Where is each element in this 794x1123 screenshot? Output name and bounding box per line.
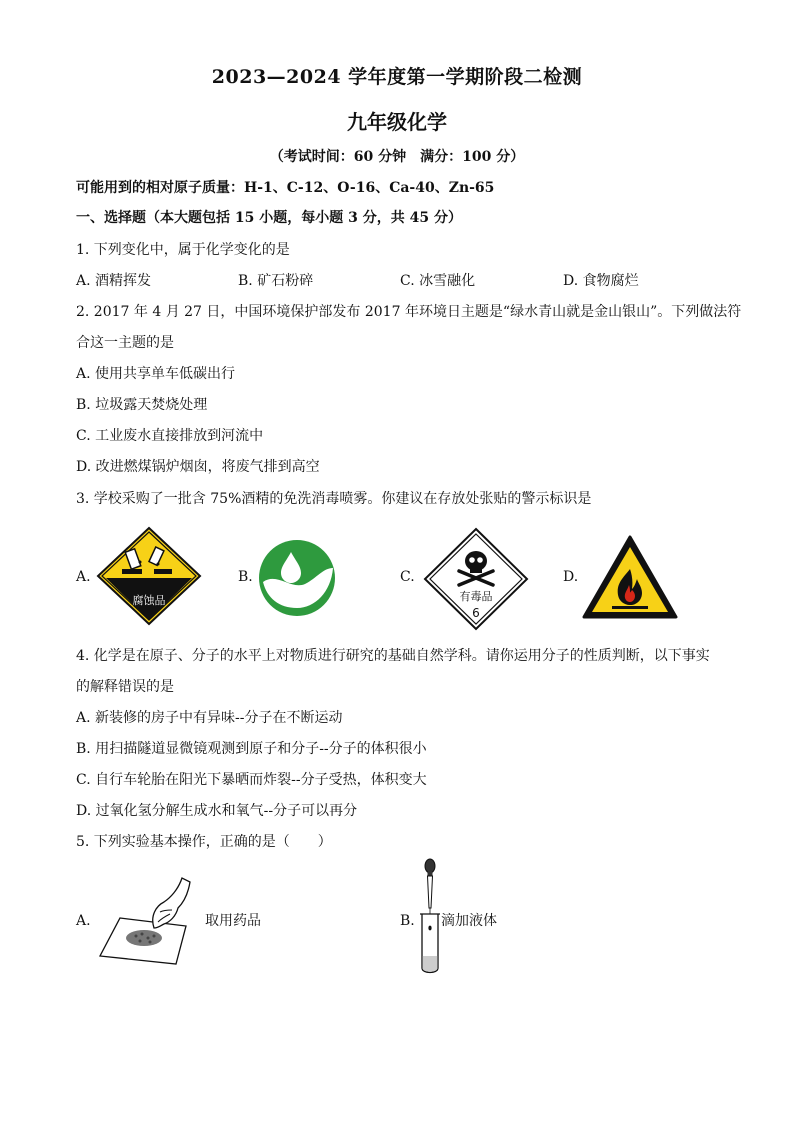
toxic-sign-icon: [423, 527, 529, 631]
q1-option-b: B. 矿石粉碎: [238, 273, 314, 289]
section-title: 一、选择题（本大题包括 15 小题，每小题 3 分，共 45 分）: [76, 210, 462, 226]
q4-stem-line1: 4. 化学是在原子、分子的水平上对物质进行研究的基础自然学科。请你运用分子的性质判断，以下事实: [76, 648, 710, 664]
q5-stem: 5. 下列实验基本操作，正确的是（ ）: [76, 834, 332, 850]
q1-option-a: A. 酒精挥发: [76, 273, 152, 289]
q4-option-d: D. 过氧化氢分解生成水和氧气--分子可以再分: [76, 803, 358, 819]
q2-option-a: A. 使用共享单车低碳出行: [76, 366, 236, 382]
corrosive-sign-icon: [96, 526, 202, 626]
hand-taking-powder-illustration: [98, 872, 198, 968]
toxic-sign-number: 6: [472, 606, 480, 620]
q3-option-a-label: A.: [76, 569, 91, 585]
q3-option-c-label: C.: [400, 569, 415, 585]
corrosive-sign-text: 腐蚀品: [132, 594, 166, 607]
q3-option-b-label: B.: [238, 569, 253, 585]
exam-info: （考试时间：60 分钟 满分：100 分）: [269, 149, 525, 165]
flammable-sign-icon: [582, 535, 678, 621]
q5-option-b-label: B.: [400, 913, 415, 929]
q2-option-b: B. 垃圾露天焚烧处理: [76, 397, 208, 413]
q1-stem: 1. 下列变化中，属于化学变化的是: [76, 242, 290, 258]
dropper-and-test-tube-illustration: [418, 858, 442, 978]
q4-option-b: B. 用扫描隧道显微镜观测到原子和分子--分子的体积很小: [76, 741, 427, 757]
exam-title: 2023—2024 学年度第一学期阶段二检测: [211, 66, 583, 88]
atomic-masses: 可能用到的相对原子质量：H-1、C-12、O-16、Ca-40、Zn-65: [76, 180, 495, 196]
q3-option-d-label: D.: [563, 569, 579, 585]
q2-option-d: D. 改进燃煤锅炉烟囱，将废气排到高空: [76, 459, 320, 475]
q4-option-a: A. 新装修的房子中有异味--分子在不断运动: [76, 710, 343, 726]
q5-option-a-label: A.: [76, 913, 91, 929]
q5-caption-b: 滴加液体: [441, 913, 497, 929]
q1-option-d: D. 食物腐烂: [563, 273, 639, 289]
q2-stem-line1: 2. 2017 年 4 月 27 日，中国环境保护部发布 2017 年环境日主题是“绿水青山就是金山银山”。下列做法符: [76, 304, 742, 320]
toxic-sign-text: 有毒品: [459, 590, 493, 603]
q2-option-c: C. 工业废水直接排放到河流中: [76, 428, 264, 444]
water-saving-sign-icon: [257, 538, 337, 618]
exam-subject: 九年级化学: [347, 110, 447, 134]
q5-caption-a: 取用药品: [205, 913, 261, 929]
q4-option-c: C. 自行车轮胎在阳光下暴晒而炸裂--分子受热，体积变大: [76, 772, 427, 788]
q4-stem-line2: 的解释错误的是: [76, 679, 174, 695]
q2-stem-line2: 合这一主题的是: [76, 335, 174, 351]
q1-option-c: C. 冰雪融化: [400, 273, 476, 289]
q3-stem: 3. 学校采购了一批含 75%酒精的免洗消毒喷雾。你建议在存放处张贴的警示标识是: [76, 491, 592, 507]
